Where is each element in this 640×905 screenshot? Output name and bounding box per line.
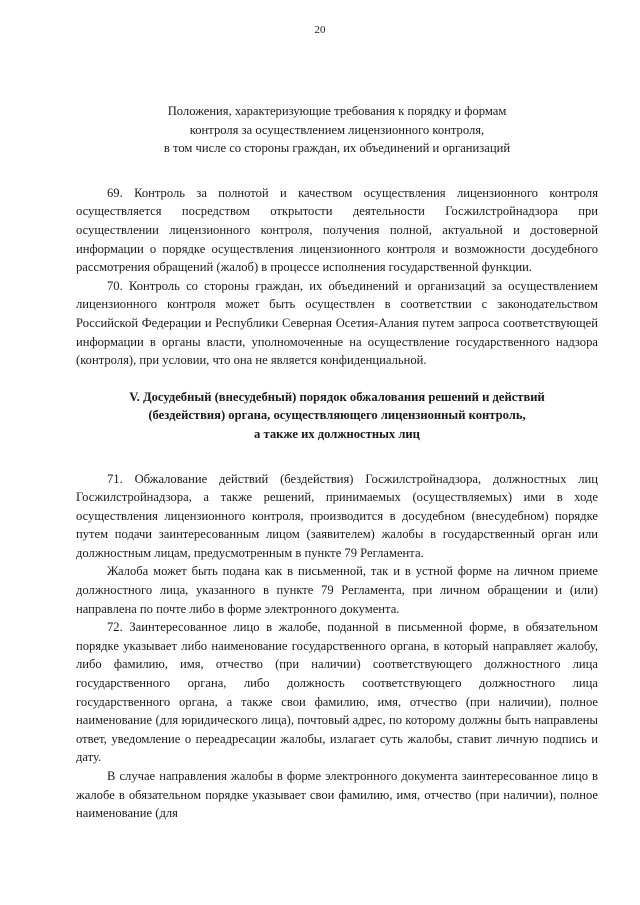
document-body — [76, 102, 598, 823]
heading-line: а также их должностных лиц — [254, 426, 420, 441]
heading-line: (бездействия) органа, осуществляющего лицензионный контроль, — [148, 408, 526, 423]
paragraph-72: 72. Заинтересованное лицо в жалобе, поданной в письменной форме, в обязательном порядке указывает либо наименование государственного органа, в который направляет жалобу, либо фамилию, имя, отчество (при наличии) соответствующего должностного лица государственного органа, либо должность соответствующего должностного лица государственного органа, а также свои фамилию, имя, отчество (при наличии), полное наименование (для юридического лица), почтовый адрес, по которому должны быть направлены ответ, уведомление о переадресации жалобы, излагает суть жалобы, ставит личную подпись и дату. — [76, 620, 598, 765]
page-number: 20 — [314, 24, 326, 36]
paragraph-electronic-complaint: В случае направления жалобы в форме электронного документа заинтересованное лицо в жалобе в обязательном порядке указывает свои фамилию, имя, отчество (при наличии), полное наименование (для — [76, 769, 598, 821]
paragraph-71: 71. Обжалование действий (бездействия) Госжилстройнадзора, должностных лиц Госжилстройнадзора, а также решений, принимаемых (осуществляемых) ими в ходе осуществления лицензионного контроля, производится в досудебном (внесудебном) порядке путем подачи заинтересованным лицом (заявителем) жалобы в государственный орган или должностным лицам, предусмотренным в пункте 79 Регламента. — [76, 471, 598, 560]
section-heading-control-positions — [76, 102, 598, 158]
paragraph-complaint-forms: Жалоба может быть подана как в письменной, так и в устной форме на личном приеме должностного лица, указанного в пункте 79 Регламента, при личном обращении и (или) направлена по почте либо в форме электронного документа. — [76, 564, 598, 616]
section-heading-v — [76, 388, 598, 444]
heading-line: Положения, характеризующие требования к порядку и формам — [167, 104, 507, 118]
paragraph-69: 69. Контроль за полнотой и качеством осуществления лицензионного контроля осуществляется посредством открытости деятельности Госжилстройнадзора при осуществлении лицензионного контроля, получения полной, актуальной и достоверной информации о порядке осуществления лицензионного контроля и возможности досудебного рассмотрения обращений (жалоб) в процессе исполнения государственной функции. — [76, 185, 598, 275]
paragraph-70: 70. Контроль со стороны граждан, их объединений и организаций за осуществлением лицензионного контроля может быть осуществлен в соответствии с законодательством Российской Федерации и Республики Северная Осетия-Алания путем запроса соответствующей информации в органы власти, уполномоченные на осуществление государственного надзора (контроля), при условии, что она не является конфиденциальной. — [76, 278, 598, 368]
heading-line: V. Досудебный (внесудебный) порядок обжалования решений и действий — [129, 389, 545, 404]
heading-line: контроля за осуществлением лицензионного контроля, — [189, 122, 485, 137]
heading-line: в том числе со стороны граждан, их объединений и организаций — [163, 141, 511, 156]
